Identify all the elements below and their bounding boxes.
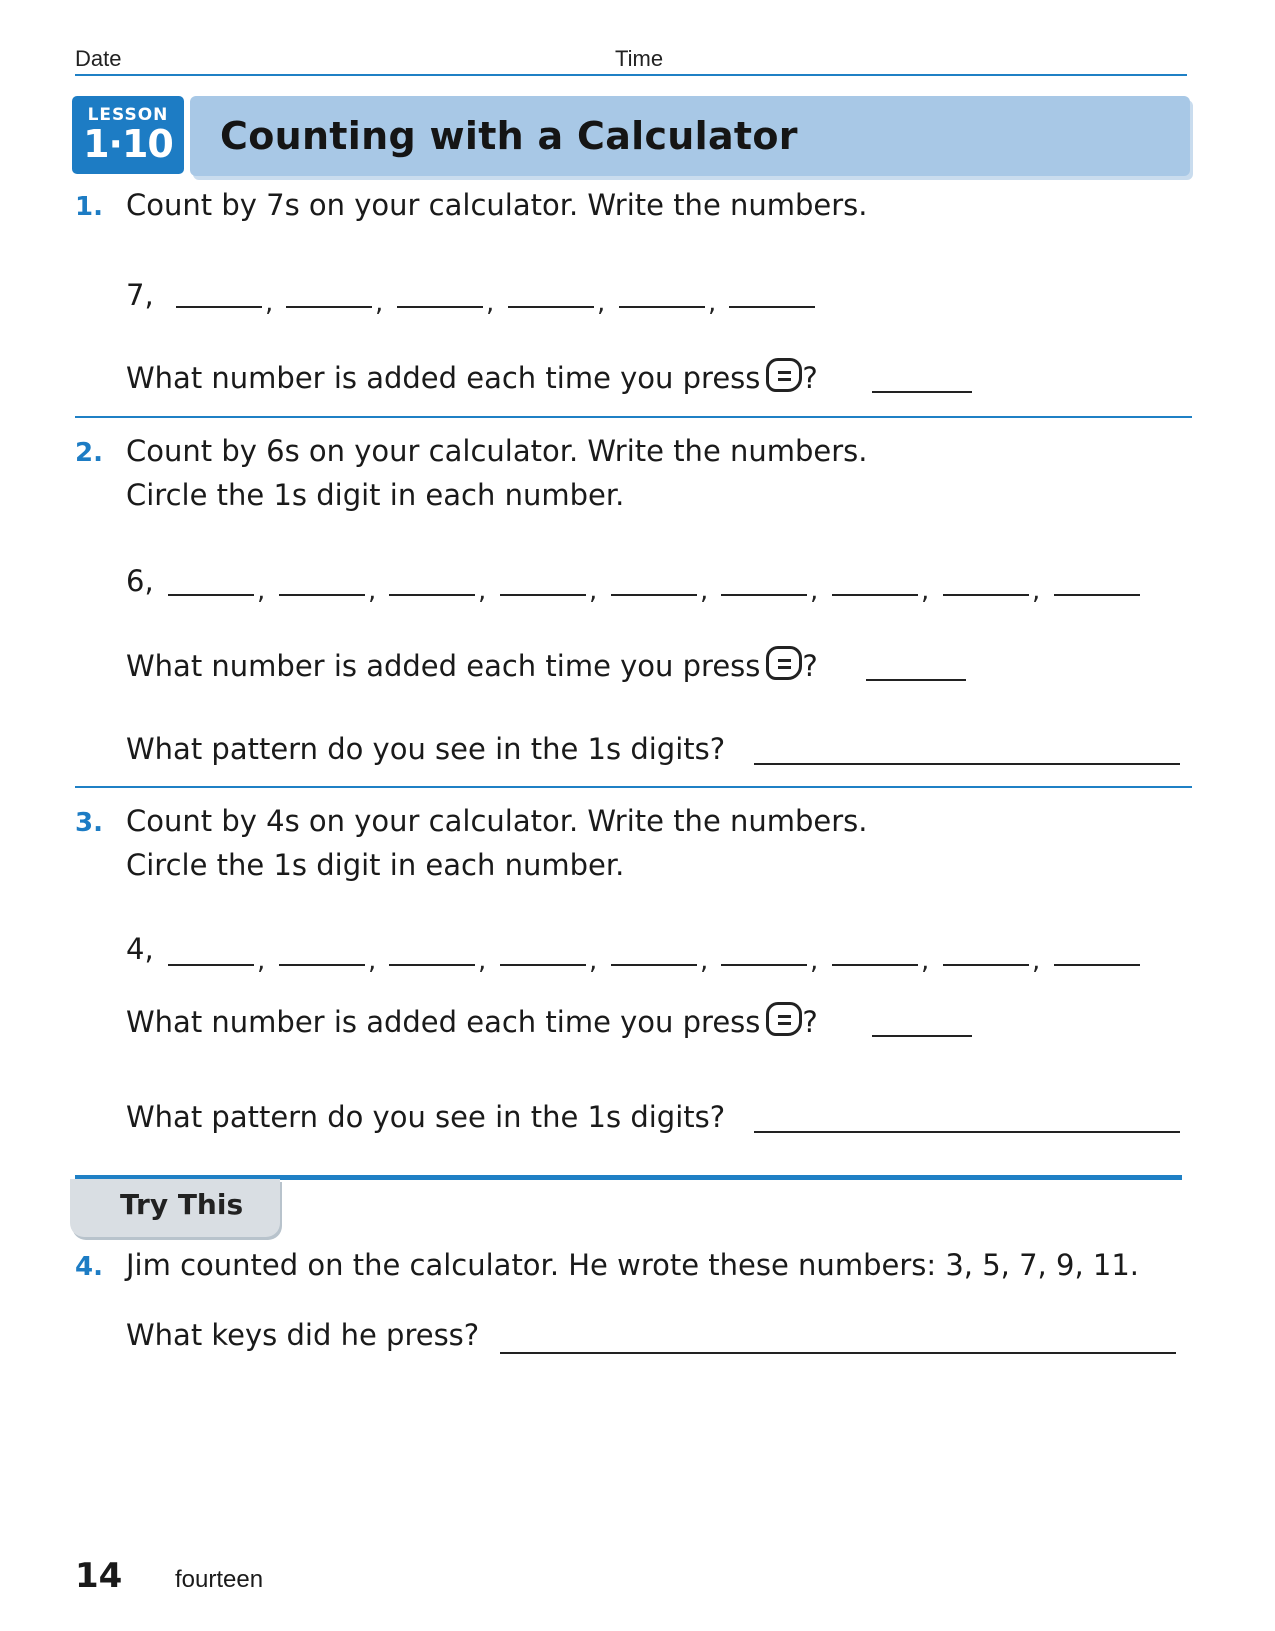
answer-blank[interactable] <box>611 594 697 596</box>
answer-blank[interactable] <box>943 964 1029 966</box>
q2-question <box>126 646 818 683</box>
comma: , <box>478 946 487 976</box>
q4-question: What keys did he press? <box>126 1318 480 1352</box>
answer-blank[interactable] <box>500 594 586 596</box>
q3-prompt-line1: Count by 4s on your calculator. Write the numbers. <box>126 804 868 838</box>
q3-question-text: What number is added each time you press <box>126 1005 761 1039</box>
comma: , <box>597 288 606 318</box>
q1-prompt: Count by 7s on your calculator. Write the numbers. <box>126 188 868 222</box>
q1-question-mark: ? <box>802 361 818 395</box>
comma: , <box>375 288 384 318</box>
comma: , <box>257 946 266 976</box>
comma: , <box>368 576 377 606</box>
lesson-title: Counting with a Calculator <box>220 114 798 158</box>
answer-blank[interactable] <box>508 306 594 308</box>
try-this-label: Try This <box>120 1188 244 1221</box>
q3-start-number: 4, <box>126 932 154 966</box>
comma: , <box>700 946 709 976</box>
q3-pattern-answer-blank[interactable] <box>754 1131 1180 1133</box>
equals-key-icon <box>766 358 802 392</box>
answer-blank[interactable] <box>168 594 254 596</box>
comma: , <box>1032 576 1041 606</box>
answer-blank[interactable] <box>619 306 705 308</box>
q2-prompt-line2: Circle the 1s digit in each number. <box>126 478 625 512</box>
q2-question-text: What number is added each time you press <box>126 649 761 683</box>
comma: , <box>478 576 487 606</box>
answer-blank[interactable] <box>721 594 807 596</box>
answer-blank[interactable] <box>176 306 262 308</box>
header-rule <box>75 74 1187 76</box>
answer-blank[interactable] <box>832 964 918 966</box>
comma: , <box>1032 946 1041 976</box>
answer-blank[interactable] <box>832 594 918 596</box>
answer-blank[interactable] <box>397 306 483 308</box>
comma: , <box>921 946 930 976</box>
lesson-word: LESSON <box>87 105 169 125</box>
answer-blank[interactable] <box>1054 594 1140 596</box>
comma: , <box>708 288 717 318</box>
comma: , <box>810 946 819 976</box>
lesson-number: 1·10 <box>83 122 173 166</box>
q1-added-answer-blank[interactable] <box>872 391 972 393</box>
answer-blank[interactable] <box>389 964 475 966</box>
q4-answer-blank[interactable] <box>500 1352 1176 1354</box>
answer-blank[interactable] <box>168 964 254 966</box>
answer-blank[interactable] <box>943 594 1029 596</box>
q3-prompt-line2: Circle the 1s digit in each number. <box>126 848 625 882</box>
q3-question-mark: ? <box>802 1005 818 1039</box>
lesson-badge <box>72 96 184 174</box>
comma: , <box>589 946 598 976</box>
comma: , <box>589 576 598 606</box>
q4-number: 4. <box>75 1252 103 1282</box>
answer-blank[interactable] <box>721 964 807 966</box>
answer-blank[interactable] <box>279 964 365 966</box>
comma: , <box>265 288 274 318</box>
comma: , <box>921 576 930 606</box>
answer-blank[interactable] <box>279 594 365 596</box>
q4-prompt: Jim counted on the calculator. He wrote these numbers: 3, 5, 7, 9, 11. <box>126 1248 1140 1282</box>
q3-number: 3. <box>75 808 103 838</box>
equals-key-icon <box>766 646 802 680</box>
comma: , <box>700 576 709 606</box>
q2-number: 2. <box>75 438 103 468</box>
section-divider <box>75 416 1192 418</box>
page-number: 14 <box>75 1556 123 1596</box>
q2-start-number: 6, <box>126 564 154 598</box>
q3-added-answer-blank[interactable] <box>872 1035 972 1037</box>
q2-added-answer-blank[interactable] <box>866 679 966 681</box>
answer-blank[interactable] <box>389 594 475 596</box>
q2-prompt-line1: Count by 6s on your calculator. Write the numbers. <box>126 434 868 468</box>
equals-key-icon <box>766 1002 802 1036</box>
answer-blank[interactable] <box>500 964 586 966</box>
q2-pattern-answer-blank[interactable] <box>754 763 1180 765</box>
q3-question <box>126 1002 818 1039</box>
answer-blank[interactable] <box>286 306 372 308</box>
answer-blank[interactable] <box>611 964 697 966</box>
answer-blank[interactable] <box>1054 964 1140 966</box>
section-divider <box>75 786 1192 788</box>
q2-pattern-question: What pattern do you see in the 1s digits? <box>126 732 726 766</box>
q3-pattern-question: What pattern do you see in the 1s digits? <box>126 1100 726 1134</box>
comma: , <box>257 576 266 606</box>
q1-question <box>126 358 818 395</box>
q1-number: 1. <box>75 192 103 222</box>
comma: , <box>368 946 377 976</box>
time-label: Time <box>615 46 664 71</box>
page-word: fourteen <box>175 1566 264 1593</box>
comma: , <box>810 576 819 606</box>
answer-blank[interactable] <box>729 306 815 308</box>
q1-start-number: 7, <box>126 278 154 312</box>
comma: , <box>486 288 495 318</box>
date-label: Date <box>75 46 122 71</box>
q2-question-mark: ? <box>802 649 818 683</box>
q1-question-text: What number is added each time you press <box>126 361 761 395</box>
